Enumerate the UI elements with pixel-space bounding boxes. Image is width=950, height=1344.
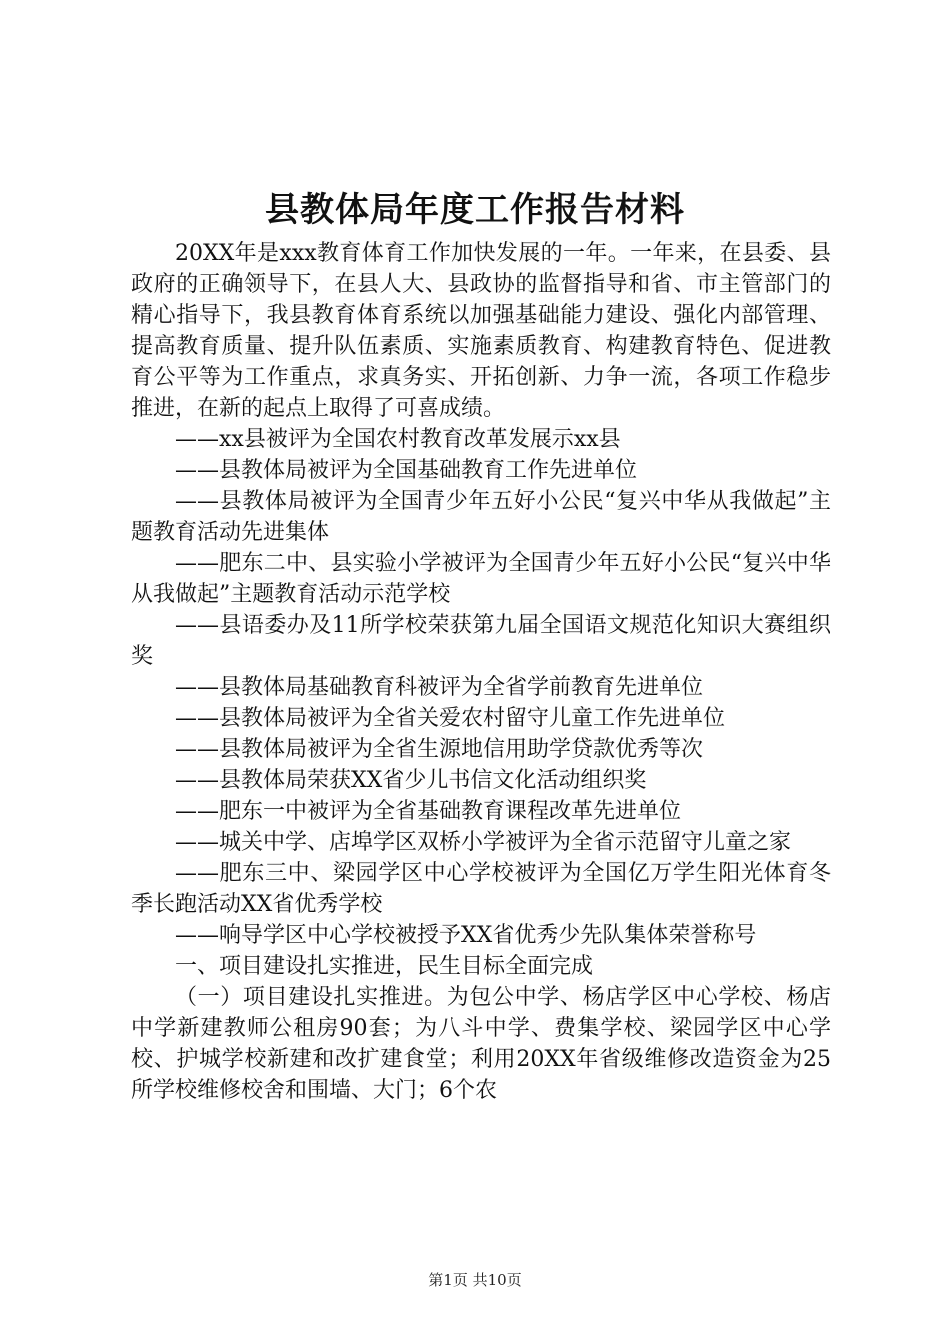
honor-item: ——肥东一中被评为全省基础教育课程改革先进单位 (175, 799, 682, 824)
honor-item: ——肥东二中、县实验小学被评为全国青少年五好小公民“复兴中华从我做起”主题教育活动示范学校 (131, 551, 831, 607)
section-heading: 一、项目建设扎实推进，民生目标全面完成 (175, 954, 594, 979)
page-footer: 第1页 共10页 (428, 1271, 522, 1289)
honor-item: ——县教体局被评为全国基础教育工作先进单位 (175, 458, 638, 483)
honor-item: ——县教体局基础教育科被评为全省学前教育先进单位 (175, 675, 704, 700)
honor-item: ——城关中学、店埠学区双桥小学被评为全省示范留守儿童之家 (175, 830, 792, 855)
paragraph: 20XX年是xxx教育体育工作加快发展的一年。一年来，在县委、县政府的正确领导下，在县人大、县政协的监督指导和省、市主管部门的精心指导下，我县教育体育系统以加强基础能力建设、强化内部管理、提高教育质量、提升队伍素质、实施素质教育、构建教育特色、促进教育公平等为工作重点，求真务实、开拓创新、力争一流，各项工作稳步推进，在新的起点上取得了可喜成绩。 (131, 241, 831, 421)
honor-item: ——县语委办及11所学校荣获第九届全国语文规范化知识大赛组织奖 (131, 613, 831, 669)
document-title: 县教体局年度工作报告材料 (265, 190, 685, 230)
honor-item: ——肥东三中、梁园学区中心学校被评为全国亿万学生阳光体育冬季长跑活动XX省优秀学校 (131, 861, 831, 917)
honor-item: ——县教体局荣获XX省少儿书信文化活动组织奖 (175, 768, 647, 793)
paragraph: （一）项目建设扎实推进。为包公中学、杨店学区中心学校、杨店中学新建教师公租房90套；为八斗中学、费集学校、梁园学区中心学校、护城学校新建和改扩建食堂；利用20XX年省级维修改造资金为25所学校维修校舍和围墙、大门；6个农 (131, 985, 831, 1103)
honor-item: ——响导学区中心学校被授予XX省优秀少先队集体荣誉称号 (175, 923, 757, 948)
honor-item: ——县教体局被评为全国青少年五好小公民“复兴中华从我做起”主题教育活动先进集体 (131, 489, 831, 545)
honor-item: ——县教体局被评为全省生源地信用助学贷款优秀等次 (175, 737, 704, 762)
honor-item: ——xx县被评为全国农村教育改革发展示xx县 (175, 427, 621, 452)
honor-item: ——县教体局被评为全省关爱农村留守儿童工作先进单位 (175, 706, 726, 731)
document-body (131, 238, 831, 1106)
